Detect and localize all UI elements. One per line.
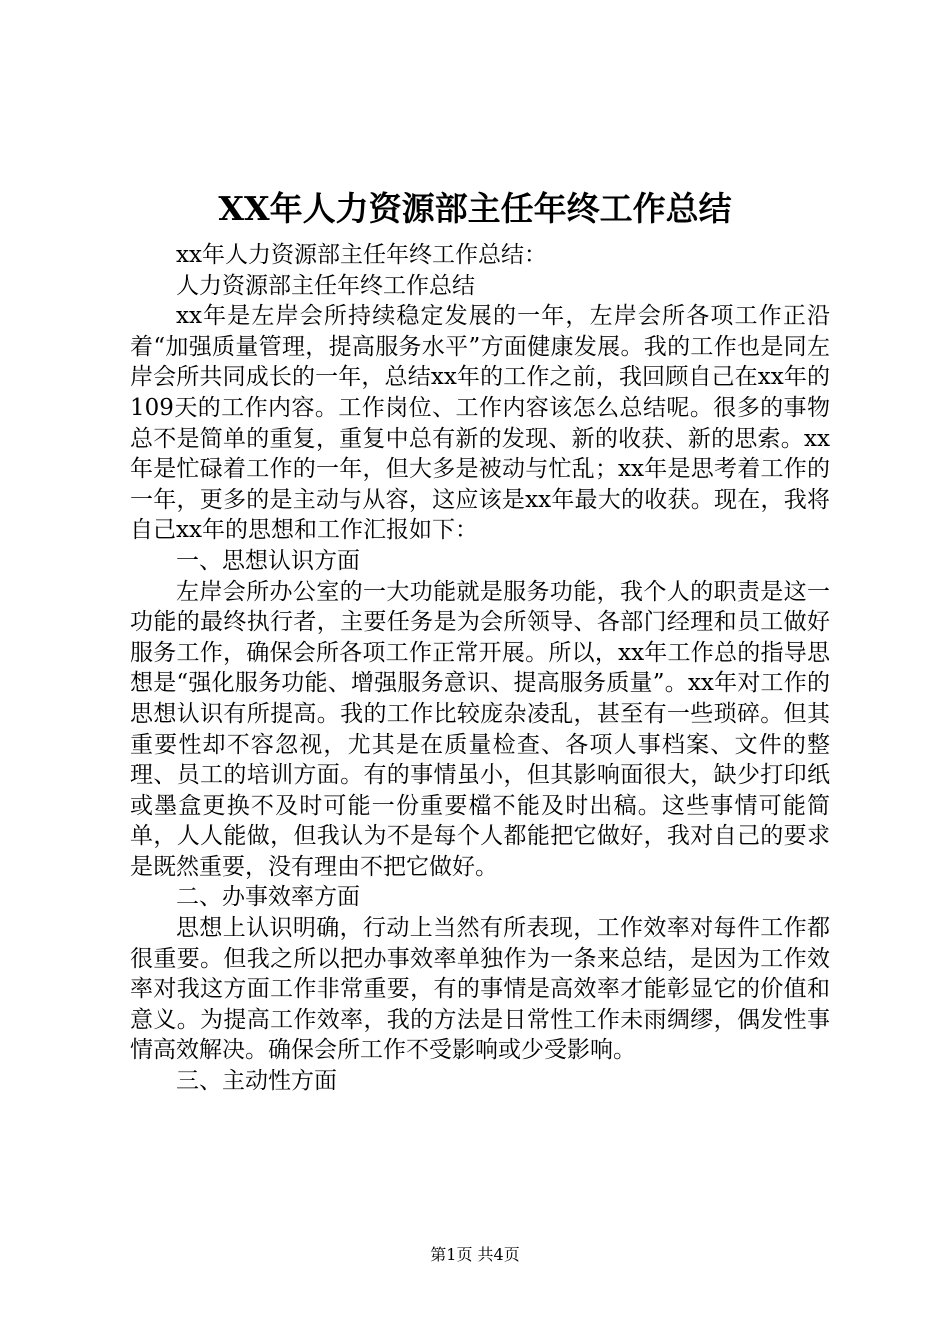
section-heading-efficiency: 二、办事效率方面 bbox=[176, 884, 360, 911]
page-number-footer: 第1页 共4页 bbox=[430, 1245, 520, 1264]
paragraph-efficiency: 思想上认识明确，行动上当然有所表现，工作效率对每件工作都很重要。但我之所以把办事效率单独作为一条来总结，是因为工作效率对我这方面工作非常重要，有的事情是高效率才能彰显它的价值和意义。为提高工作效率，我的方法是日常性工作未雨绸缪，偶发性事情高效解决。确保会所工作不受影响或少受影响。 bbox=[130, 915, 830, 1064]
document-body bbox=[130, 240, 830, 1097]
document-title: XX年人力资源部主任年终工作总结 bbox=[218, 189, 732, 228]
section-heading-thinking: 一、思想认识方面 bbox=[176, 547, 360, 574]
section-heading-initiative: 三、主动性方面 bbox=[176, 1068, 337, 1095]
paragraph-subtitle: 人力资源部主任年终工作总结 bbox=[176, 272, 475, 299]
paragraph-thinking: 左岸会所办公室的一大功能就是服务功能，我个人的职责是这一功能的最终执行者，主要任务是为会所领导、各部门经理和员工做好服务工作，确保会所各项工作正常开展。所以，xx年工作总的指导思想是“强化服务功能、增强服务意识、提高服务质量”。xx年对工作的思想认识有所提高。我的工作比较庞杂凌乱，甚至有一些琐碎。但其重要性却不容忽视，尤其是在质量检查、各项人事档案、文件的整理、员工的培训方面。有的事情虽小，但其影响面很大，缺少打印纸或墨盒更换不及时可能一份重要檔不能及时出稿。这些事情可能简单，人人能做，但我认为不是每个人都能把它做好，我对自己的要求是既然重要，没有理由不把它做好。 bbox=[130, 578, 830, 880]
paragraph-overview: xx年是左岸会所持续稳定发展的一年，左岸会所各项工作正沿着“加强质量管理，提高服务水平”方面健康发展。我的工作也是同左岸会所共同成长的一年，总结xx年的工作之前，我回顾自己在xx年的109天的工作内容。工作岗位、工作内容该怎么总结呢。很多的事物总不是简单的重复，重复中总有新的发现、新的收获、新的思索。xx年是忙碌着工作的一年，但大多是被动与忙乱；xx年是思考着工作的一年，更多的是主动与从容，这应该是xx年最大的收获。现在，我将自己xx年的思想和工作汇报如下： bbox=[130, 303, 830, 544]
paragraph-intro: xx年人力资源部主任年终工作总结： bbox=[176, 242, 547, 268]
